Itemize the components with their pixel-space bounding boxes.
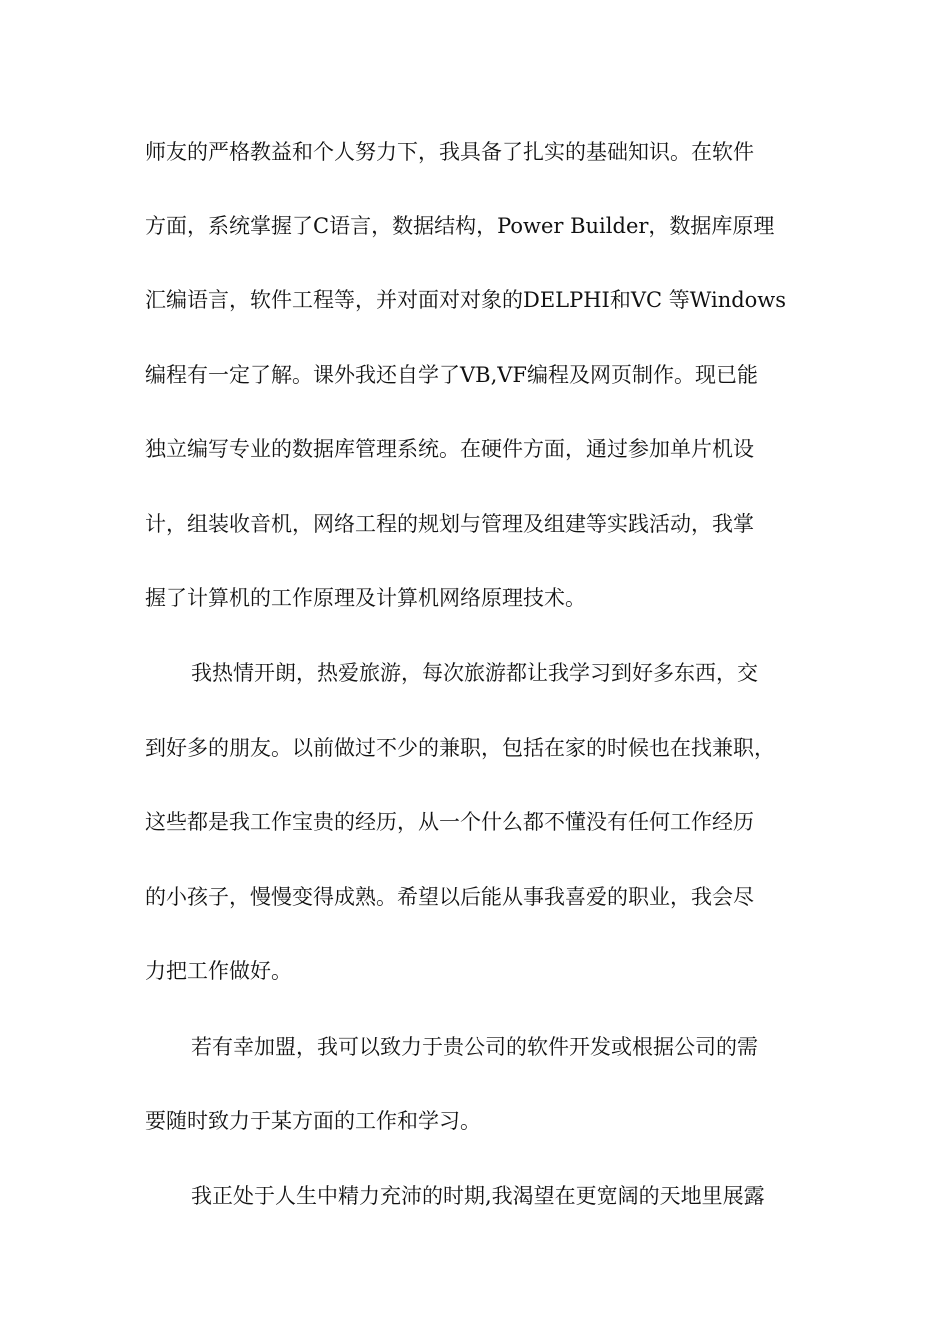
text-line-1: 师友的严格教益和个人努力下，我具备了扎实的基础知识。在软件 [145,140,754,164]
text-line-6: 计，组装收音机，网络工程的规划与管理及组建等实践活动，我掌 [145,512,754,536]
text-line-11: 的小孩子，慢慢变得成熟。希望以后能从事我喜爱的职业，我会尽 [145,885,754,909]
text-line-12: 力把工作做好。 [145,959,292,983]
text-line-4: 编程有一定了解。课外我还自学了VB,VF编程及网页制作。现已能 [145,363,759,387]
text-line-5: 独立编写专业的数据库管理系统。在硬件方面，通过参加单片机设 [145,437,754,461]
text-line-2: 方面，系统掌握了C语言，数据结构，Power Builder，数据库原理 [145,214,775,238]
text-line-13: 若有幸加盟，我可以致力于贵公司的软件开发或根据公司的需 [191,1035,758,1059]
text-line-7: 握了计算机的工作原理及计算机网络原理技术。 [145,586,586,610]
text-line-9: 到好多的朋友。以前做过不少的兼职，包括在家的时候也在找兼职， [145,736,775,760]
text-line-15: 我正处于人生中精力充沛的时期,我渴望在更宽阔的天地里展露 [191,1184,765,1208]
text-line-3: 汇编语言，软件工程等，并对面对对象的DELPHI和VC 等Windows [145,288,787,312]
text-line-10: 这些都是我工作宝贵的经历，从一个什么都不懂没有任何工作经历 [145,810,754,834]
text-line-14: 要随时致力于某方面的工作和学习。 [145,1109,481,1133]
text-line-8: 我热情开朗，热爱旅游，每次旅游都让我学习到好多东西，交 [191,661,758,685]
